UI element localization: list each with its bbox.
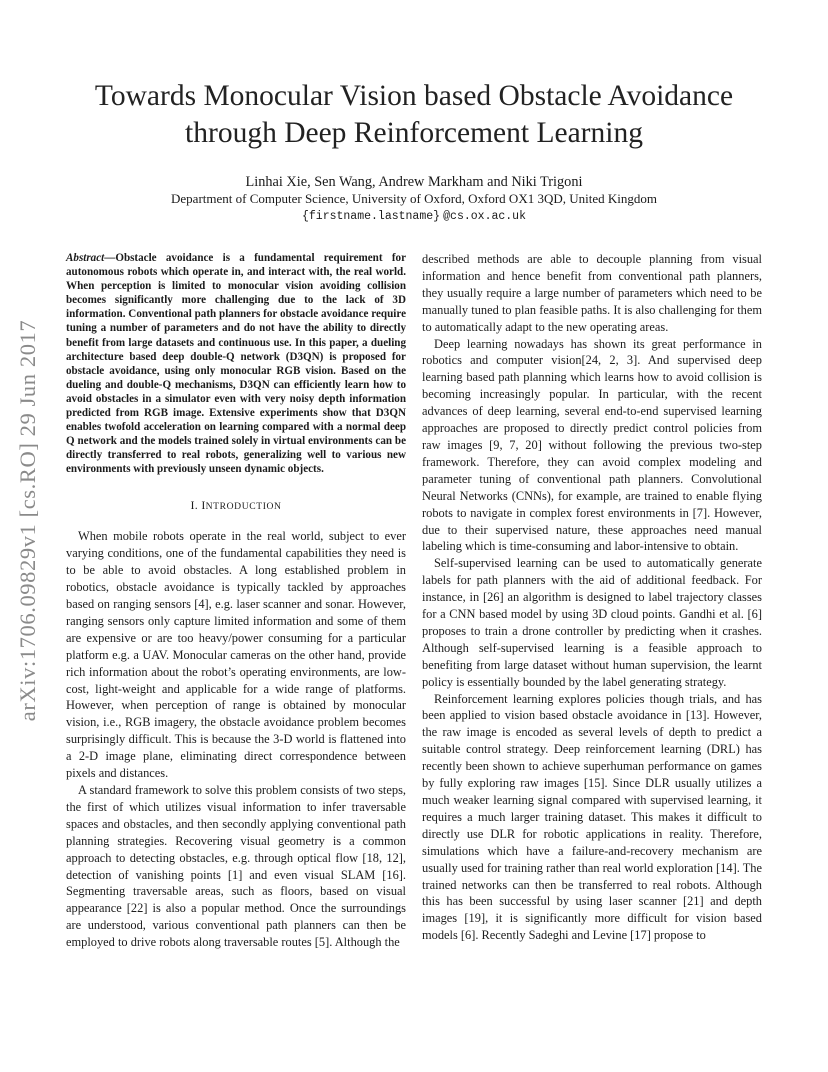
abstract: [66, 251, 406, 477]
author-list: Linhai Xie, Sen Wang, Andrew Markham and Niki Trigoni: [245, 174, 583, 190]
abstract-label: Abstract: [66, 252, 105, 264]
paragraph: Reinforcement learning explores policies though trials, and has been applied to vision based obstacle avoidance in [13]. However, the raw image is encoded as several levels of depth to predict a suitable control strategy. Deep reinforcement learning (DRL) has recently been shown to achieve superhuman performance on games by fully exploring raw images [15]. Since DLR usually utilizes a much weaker learning signal compared with supervised learning, it requires a much larger training dataset. This makes it difficult to directly use DLR for robotic applications in reality. Therefore, simulations which have a failure-and-recovery mechanism are usually used for training rather than real world exploration [14]. The trained networks can then be transferred to real robots. Although this has been successful by using laser scanner [21] and depth images [19], it is significantly more difficult for vision based models [6]. Recently Sadeghi and Levine [17] propose to: [422, 691, 762, 943]
email-user: {firstname.lastname}: [302, 210, 441, 223]
affiliation: Department of Computer Science, University of Oxford, Oxford OX1 3QD, United Kingdom: [171, 191, 657, 206]
section-initial: I: [201, 497, 206, 512]
left-column: [66, 251, 406, 951]
paragraph: A standard framework to solve this problem consists of two steps, the first of which utilizes visual information to infer traversable spaces and obstacles, and then secondly applying conventional path planning strategies. Recovering visual geometry is a common approach to detecting obstacles, e.g. through optical flow [18, 12], detection of vanishing points [1] and even visual SLAM [16]. Segmenting traversable areas, such as floors, based on visual appearance [22] is also a popular method. Once the surroundings are understood, various conventional path planners can then be employed to drive robots along traversable routes [5]. Although the: [66, 783, 406, 950]
section-title-rest: NTRODUCTION: [205, 500, 282, 512]
paragraph: Self-supervised learning can be used to automatically generate labels for path planners with the aid of additional feedback. For instance, in [26] an algorithm is designed to label trajectory classes for a CNN based model by using 3D cloud points. Gandhi et al. [6] proposes to train a drone controller by predicting when it crashes. Although self-supervised learning is a feasible approach to benefiting from large dataset without human supervision, the learnt policy is essentially bounded by the label generating strategy.: [422, 556, 762, 689]
paragraph: described methods are able to decouple planning from visual information and hence benefit from conventional path planners, they usually require a large number of parameters which need to be manually tuned to plan feasible paths. It is also challenging for them to automatically adapt to the new operating areas.: [422, 252, 762, 334]
section-numeral: I.: [190, 497, 199, 512]
paper-title: Towards Monocular Vision based Obstacle Avoidance through Deep Reinforcement Learning: [94, 80, 734, 149]
right-column: [422, 251, 762, 944]
abstract-text: Obstacle avoidance is a fundamental requirement for autonomous robots which operate in, and interact with, the real world. When perception is limited to monocular vision avoiding collision becomes significantly more challenging due to the lack of 3D information. Conventional path planners for obstacle avoidance require tuning a number of parameters and do not have the ability to directly benefit from large datasets and continuous use. In this paper, a dueling architecture based deep double-Q network (D3QN) is proposed for obstacle avoidance, using only monocular RGB vision. Based on the dueling and double-Q mechanisms, D3QN can efficiently learn how to avoid obstacles in a simulator even with very noisy depth information predicted from RGB image. Extensive experiments show that D3QN enables twofold acceleration on learning compared with a normal deep Q network and the models trained solely in virtual environments can be directly transferred to real robots, generalizing well to various new environments with previously unseen dynamic objects.: [66, 252, 406, 476]
email-domain: @cs.ox.ac.uk: [443, 210, 526, 223]
paragraph: Deep learning nowadays has shown its great performance in robotics and computer vision[24, 2, 3]. And supervised deep learning based path planning which learns how to avoid collision is becoming increasingly popular. In particular, with the recent advances of deep learning, several end-to-end supervised learning approaches are proposed to directly predict control policies from raw images [9, 7, 20] without following the previous two-step framework. Therefore, they can avoid complex modeling and parameter tuning of conventional path planners. Convolutional Neural Networks (CNNs), for example, are trained to enable flying robots to navigate in complex forest environments in [7]. However, due to their supervised nature, these approaches need manual labeling which is time-consuming and labor-intensive to obtain.: [422, 336, 762, 554]
abstract-dash: —: [104, 252, 116, 264]
section-heading-introduction: [66, 497, 406, 516]
email-line: [60, 206, 768, 226]
arxiv-stamp: arXiv:1706.09829v1 [cs.RO] 29 Jun 2017: [15, 319, 40, 722]
paragraph: When mobile robots operate in the real world, subject to ever varying conditions, one of the fundamental capabilities they need is to be able to avoid obstacles. A long established problem in robotics, obstacle avoidance is typically tackled by approaches based on ranging sensors [4], e.g. laser scanner and sonar. However, ranging sensors only capture limited information and some of them are expensive or are too heavy/power consuming for a particular platform e.g. a UAV. Monocular cameras on the other hand, provide rich information about the robot’s operating environments, are low-cost, light-weight and applicable for a wide range of platforms. However, when perception of range is obtained by monocular vision, i.e., RGB imagery, the obstacle avoidance problem becomes surprisingly difficult. This is because the 3-D world is flattened into a 2-D image plane, eliminating direct correspondence between pixels and distances.: [66, 529, 406, 781]
